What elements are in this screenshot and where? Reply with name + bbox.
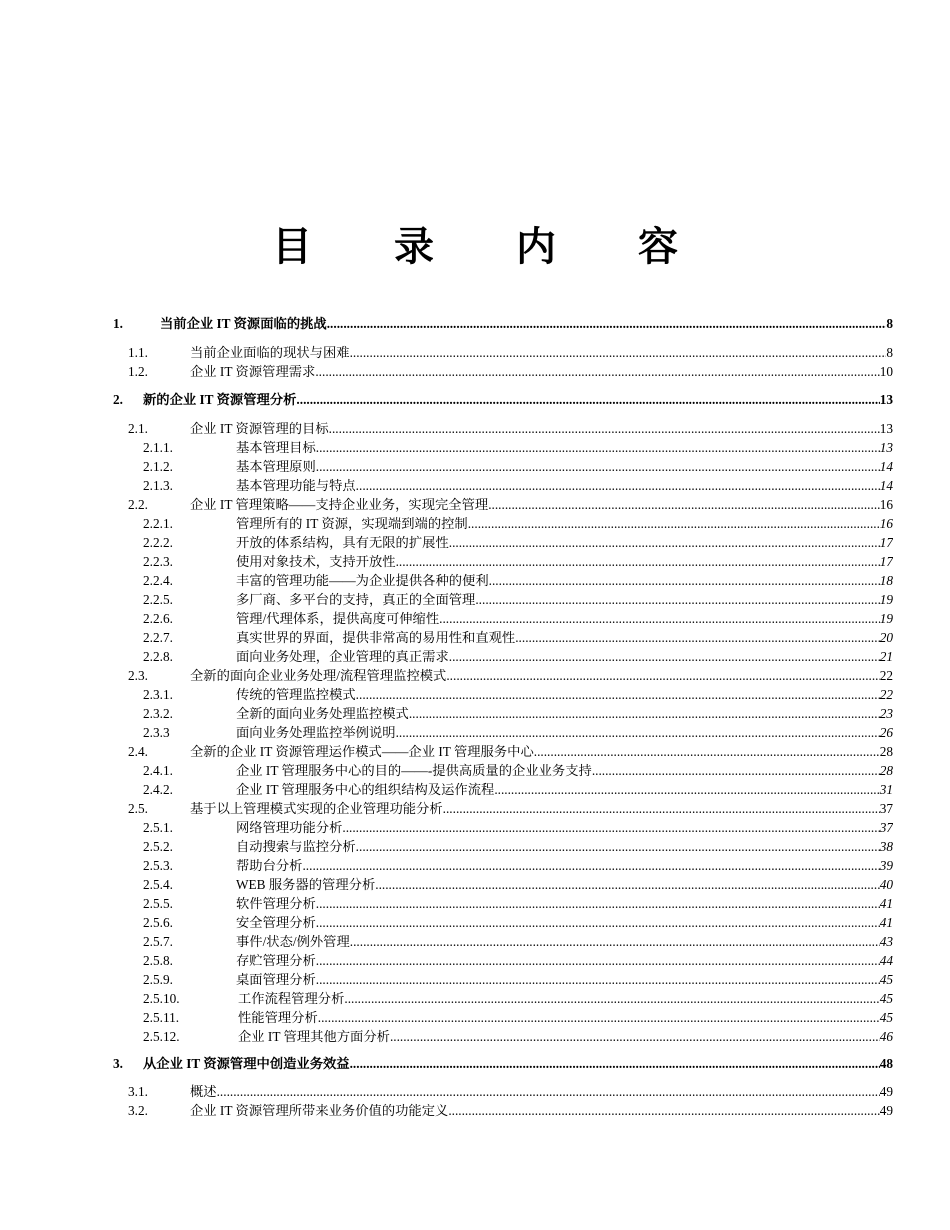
toc-entry-number: 2.2.6. <box>143 611 173 626</box>
toc-entry-title: 基于以上管理模式实现的企业管理功能分析 <box>190 801 443 816</box>
toc-entry[interactable] <box>0 476 950 495</box>
toc-entry[interactable] <box>0 989 950 1008</box>
toc-entry[interactable] <box>0 609 950 628</box>
toc-entry-number: 2.5.10. <box>143 991 180 1006</box>
toc-entry[interactable] <box>0 799 950 818</box>
toc-entry[interactable] <box>0 742 950 761</box>
toc-entry[interactable] <box>0 704 950 723</box>
toc-entry-page: 39 <box>879 858 893 873</box>
toc-dot-leader <box>315 362 879 381</box>
toc-entry-title: 桌面管理分析 <box>236 972 316 987</box>
toc-entry[interactable] <box>0 1082 950 1101</box>
toc-dot-leader <box>327 314 887 333</box>
toc-entry-title: 企业 IT 资源管理的目标 <box>190 421 329 436</box>
toc-entry-title: 多厂商、多平台的支持，真正的全面管理 <box>236 592 476 607</box>
toc-entry-page: 19 <box>879 592 893 607</box>
toc-entry-title: 当前企业面临的现状与困难 <box>190 345 350 360</box>
page-title <box>0 215 950 272</box>
toc-entry-title: 管理/代理体系，提供高度可伸缩性 <box>236 611 440 626</box>
toc-entry-page: 14 <box>879 478 893 493</box>
toc-entry-page: 40 <box>879 877 893 892</box>
toc-entry[interactable] <box>0 837 950 856</box>
toc-entry-title: 概述 <box>190 1084 217 1099</box>
toc-entry-page: 45 <box>879 991 893 1006</box>
toc-entry-title: 从企业 IT 资源管理中创造业务效益 <box>143 1056 350 1071</box>
toc-entry-page: 13 <box>879 421 893 436</box>
toc-entry-number: 2.2.5. <box>143 592 173 607</box>
toc-entry-number: 3.1. <box>128 1084 148 1099</box>
toc-dot-leader <box>318 1008 880 1027</box>
toc-dot-leader <box>409 704 880 723</box>
toc-entry-title: 管理所有的 IT 资源，实现端到端的控制 <box>236 516 468 531</box>
toc-entry-number: 2.5.6. <box>143 915 173 930</box>
toc-entry-page: 16 <box>879 516 893 531</box>
toc-entry-page: 46 <box>879 1029 893 1044</box>
toc-dot-leader <box>344 989 879 1008</box>
toc-entry-title: 丰富的管理功能——为企业提供各种的便利 <box>236 573 489 588</box>
toc-entry-page: 49 <box>879 1084 893 1099</box>
toc-entry[interactable] <box>0 666 950 685</box>
toc-entry[interactable] <box>0 1101 950 1120</box>
toc-entry-page: 21 <box>879 649 893 664</box>
toc-dot-leader <box>446 666 879 685</box>
toc-entry[interactable] <box>0 932 950 951</box>
toc-entry[interactable] <box>0 1008 950 1027</box>
toc-entry[interactable] <box>0 438 950 457</box>
toc-entry-page: 31 <box>879 782 893 797</box>
toc-entry-title: 企业 IT 管理策略——支持企业业务，实现完全管理 <box>190 497 489 512</box>
toc-entry-number: 2.4.2. <box>143 782 173 797</box>
toc-entry-number: 3. <box>113 1056 123 1071</box>
toc-entry-number: 2.2.4. <box>143 573 173 588</box>
toc-entry-title: 自动搜索与监控分析 <box>236 839 356 854</box>
toc-entry[interactable] <box>0 343 950 362</box>
toc-entry-page: 37 <box>879 801 893 816</box>
toc-dot-leader <box>302 856 879 875</box>
toc-entry-title: 软件管理分析 <box>236 896 316 911</box>
toc-dot-leader <box>356 685 880 704</box>
toc-entry-number: 2.4.1. <box>143 763 173 778</box>
toc-dot-leader <box>396 723 880 742</box>
toc-entry[interactable] <box>0 571 950 590</box>
toc-entry-page: 8 <box>886 316 893 331</box>
toc-entry-title: 使用对象技术，支持开放性 <box>236 554 396 569</box>
toc-entry-title: 性能管理分析 <box>238 1010 318 1025</box>
toc-entry-title: 企业 IT 资源管理需求 <box>190 364 316 379</box>
toc-entry-page: 37 <box>879 820 893 835</box>
toc-entry-number: 2.4. <box>128 744 148 759</box>
toc-dot-leader <box>494 780 879 799</box>
toc-entry-number: 2.3.2. <box>143 706 173 721</box>
toc-entry-page: 22 <box>879 668 893 683</box>
toc-entry-page: 48 <box>879 1056 893 1071</box>
toc-dot-leader <box>375 875 879 894</box>
toc-entry-number: 2.2.2. <box>143 535 173 550</box>
toc-dot-leader <box>350 343 887 362</box>
toc-entry[interactable] <box>0 419 950 438</box>
toc-entry-title: 开放的体系结构，具有无限的扩展性 <box>236 535 449 550</box>
toc-dot-leader <box>329 419 880 438</box>
toc-dot-leader <box>449 533 880 552</box>
toc-dot-leader <box>592 761 880 780</box>
toc-dot-leader <box>316 457 880 476</box>
toc-dot-leader <box>534 742 880 761</box>
toc-dot-leader <box>475 590 879 609</box>
toc-dot-leader <box>316 438 880 457</box>
toc-entry-title: 网络管理功能分析 <box>236 820 343 835</box>
toc-entry[interactable] <box>0 362 950 381</box>
toc-dot-leader <box>217 1082 880 1101</box>
toc-entry[interactable] <box>0 951 950 970</box>
toc-entry-number: 2.5.12. <box>143 1029 180 1044</box>
toc-entry[interactable] <box>0 1027 950 1046</box>
toc-entry[interactable] <box>0 970 950 989</box>
toc-entry[interactable] <box>0 457 950 476</box>
toc-entry-number: 2.5.2. <box>143 839 173 854</box>
toc-entry-page: 16 <box>879 497 893 512</box>
toc-entry[interactable] <box>0 875 950 894</box>
toc-entry-page: 49 <box>879 1103 893 1118</box>
toc-entry[interactable] <box>0 761 950 780</box>
toc-entry-page: 13 <box>879 440 893 455</box>
toc-entry-page: 41 <box>879 896 893 911</box>
toc-dot-leader <box>489 571 880 590</box>
toc-entry-page: 45 <box>879 1010 893 1025</box>
toc-dot-leader <box>449 647 880 666</box>
toc-dot-leader <box>296 390 879 409</box>
toc-entry-page: 38 <box>879 839 893 854</box>
toc-entry[interactable] <box>0 647 950 666</box>
toc-entry-title: 企业 IT 管理其他方面分析 <box>238 1029 390 1044</box>
toc-entry-number: 2.2.7. <box>143 630 173 645</box>
title-char: 录 <box>394 224 434 270</box>
toc-entry-title: 存贮管理分析 <box>236 953 316 968</box>
toc-dot-leader <box>342 818 879 837</box>
toc-entry-title: 企业 IT 管理服务中心的组织结构及运作流程 <box>236 782 495 797</box>
toc-entry-title: 全新的面向企业业务处理/流程管理监控模式 <box>190 668 447 683</box>
toc-entry-number: 2.2. <box>128 497 148 512</box>
title-char: 内 <box>516 224 556 270</box>
toc-entry-number: 1.2. <box>128 364 148 379</box>
toc-entry-number: 2.5.1. <box>143 820 173 835</box>
toc-entry-title: 帮助台分析 <box>236 858 303 873</box>
toc-entry-title: 事件/状态/例外管理 <box>236 934 350 949</box>
toc-entry[interactable] <box>0 590 950 609</box>
toc-entry-page: 19 <box>879 611 893 626</box>
toc-dot-leader <box>488 495 880 514</box>
toc-entry-number: 3.2. <box>128 1103 148 1118</box>
toc-entry-page: 45 <box>879 972 893 987</box>
toc-entry[interactable] <box>0 856 950 875</box>
toc-entry-page: 43 <box>879 934 893 949</box>
toc-entry-number: 2.3. <box>128 668 148 683</box>
toc-dot-leader <box>356 476 880 495</box>
toc-entry[interactable] <box>0 894 950 913</box>
title-char: 目 <box>272 224 312 270</box>
toc-entry-page: 28 <box>879 744 893 759</box>
toc-entry-number: 2.5. <box>128 801 148 816</box>
toc-entry-title: 全新的面向业务处理监控模式 <box>236 706 409 721</box>
toc-entry-page: 22 <box>879 687 893 702</box>
toc-entry-number: 2.5.3. <box>143 858 173 873</box>
toc-dot-leader <box>316 951 880 970</box>
toc-entry-page: 20 <box>879 630 893 645</box>
toc-entry-page: 26 <box>879 725 893 740</box>
toc-entry-title: 基本管理目标 <box>236 440 316 455</box>
toc-entry-number: 2.5.11. <box>143 1010 180 1025</box>
toc-entry-title: 面向业务处理，企业管理的真正需求 <box>236 649 449 664</box>
toc-entry-number: 2.5.4. <box>143 877 173 892</box>
toc-entry-title: 基本管理原则 <box>236 459 316 474</box>
toc-entry-number: 2. <box>113 392 123 407</box>
toc-entry-number: 2.5.8. <box>143 953 173 968</box>
toc-dot-leader <box>316 913 880 932</box>
toc-dot-leader <box>443 799 880 818</box>
toc-entry-number: 2.1.3. <box>143 478 173 493</box>
toc-entry-page: 44 <box>879 953 893 968</box>
toc-entry-number: 1. <box>113 316 123 331</box>
toc-entry[interactable] <box>0 723 950 742</box>
toc-entry-number: 2.2.1. <box>143 516 173 531</box>
toc-entry-page: 23 <box>879 706 893 721</box>
toc-entry[interactable] <box>0 780 950 799</box>
toc-entry-number: 2.5.9. <box>143 972 173 987</box>
title-char: 容 <box>638 224 678 270</box>
toc-entry-page: 18 <box>879 573 893 588</box>
toc-entry-title: 当前企业 IT 资源面临的挑战 <box>160 316 327 331</box>
toc-entry-title: 传统的管理监控模式 <box>236 687 356 702</box>
toc-entry[interactable] <box>0 818 950 837</box>
toc-entry-number: 2.3.1. <box>143 687 173 702</box>
toc-entry-title: 基本管理功能与特点 <box>236 478 356 493</box>
toc-entry-number: 2.5.5. <box>143 896 173 911</box>
toc-entry-title: 新的企业 IT 资源管理分析 <box>143 392 297 407</box>
toc-entry-number: 1.1. <box>128 345 148 360</box>
toc-entry-title: 企业 IT 管理服务中心的目的——-提供高质量的企业业务支持 <box>236 763 592 778</box>
toc-entry-title: WEB 服务器的管理分析 <box>236 877 376 892</box>
toc-entry-title: 企业 IT 资源管理所带来业务价值的功能定义 <box>190 1103 449 1118</box>
toc-entry[interactable] <box>0 552 950 571</box>
toc-entry[interactable] <box>0 390 950 409</box>
toc-dot-leader <box>468 514 880 533</box>
toc-dot-leader <box>356 837 880 856</box>
toc-entry-page: 8 <box>886 345 893 360</box>
toc-entry[interactable] <box>0 913 950 932</box>
toc-entry[interactable] <box>0 533 950 552</box>
toc-entry-title: 面向业务处理监控举例说明 <box>236 725 396 740</box>
toc-entry-page: 14 <box>879 459 893 474</box>
toc-dot-leader <box>390 1027 880 1046</box>
toc-entry-title: 工作流程管理分析 <box>238 991 345 1006</box>
toc-entry-number: 2.5.7. <box>143 934 173 949</box>
toc-entry-page: 17 <box>879 535 893 550</box>
toc-entry[interactable] <box>0 514 950 533</box>
toc-entry-number: 2.1.1. <box>143 440 173 455</box>
toc-entry-number: 2.2.8. <box>143 649 173 664</box>
toc-entry-number: 2.1.2. <box>143 459 173 474</box>
toc-entry-title: 真实世界的界面，提供非常高的易用性和直观性 <box>236 630 516 645</box>
toc-entry-number: 2.1. <box>128 421 148 436</box>
toc-entry[interactable] <box>0 495 950 514</box>
toc-entry-number: 2.2.3. <box>143 554 173 569</box>
toc-dot-leader <box>350 1054 880 1073</box>
toc-entry-title: 安全管理分析 <box>236 915 316 930</box>
toc-entry[interactable] <box>0 628 950 647</box>
toc-entry-page: 10 <box>879 364 893 379</box>
toc-entry-page: 17 <box>879 554 893 569</box>
toc-dot-leader <box>316 894 880 913</box>
toc-dot-leader <box>448 1101 879 1120</box>
toc-entry-page: 28 <box>879 763 893 778</box>
toc-entry-title: 全新的企业 IT 资源管理运作模式——企业 IT 管理服务中心 <box>190 744 534 759</box>
toc-entry-page: 41 <box>879 915 893 930</box>
toc-dot-leader <box>396 552 880 571</box>
toc-dot-leader <box>350 932 880 951</box>
toc-dot-leader <box>515 628 879 647</box>
toc-dot-leader <box>316 970 880 989</box>
toc-entry-page: 13 <box>879 392 893 407</box>
toc-dot-leader <box>439 609 880 628</box>
toc-entry[interactable] <box>0 314 950 333</box>
toc-entry[interactable] <box>0 685 950 704</box>
toc-entry-number: 2.3.3 <box>143 725 170 740</box>
toc-entry[interactable] <box>0 1054 950 1073</box>
